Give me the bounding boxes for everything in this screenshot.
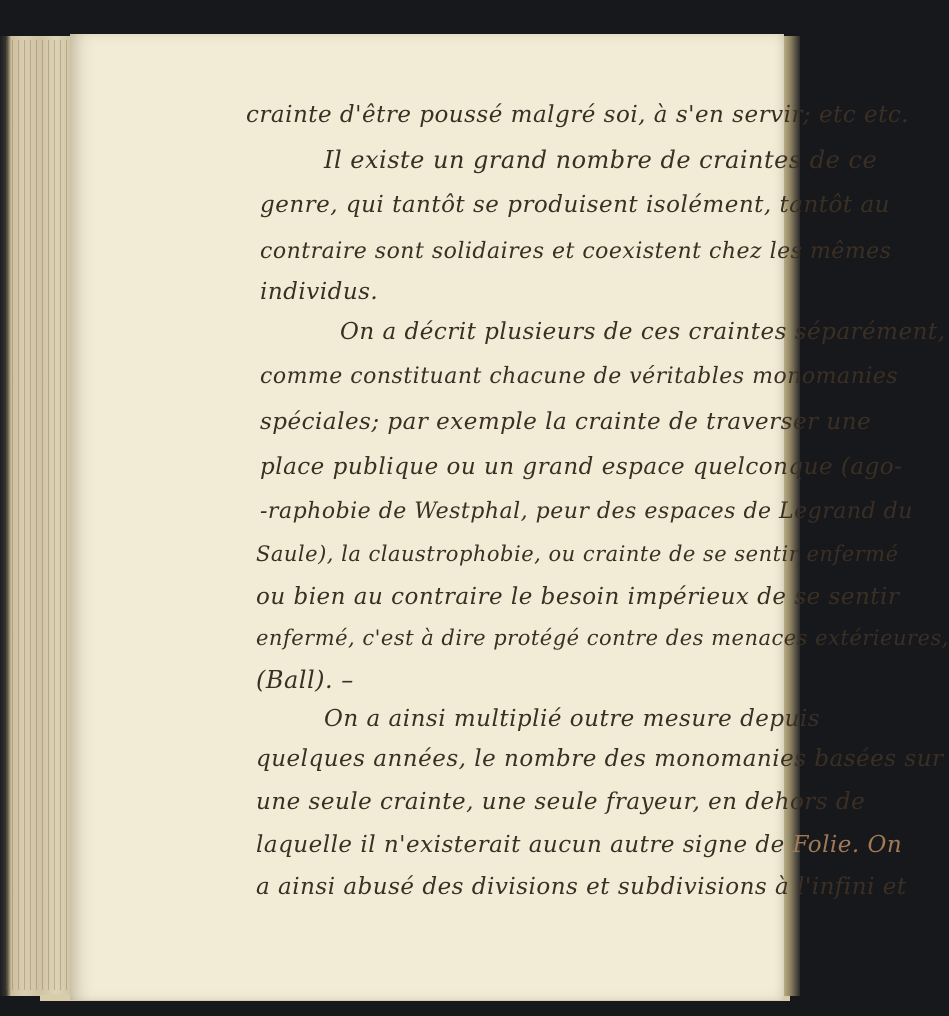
manuscript-text: [70, 34, 949, 1000]
text-line-main: laquelle il n'existerait aucun autre signe de: [256, 832, 785, 858]
text-line: une seule crainte, une seule frayeur, en dehors de: [256, 789, 866, 815]
text-line: (Ball). –: [256, 666, 354, 694]
page-edges: [6, 40, 78, 990]
text-line: quelques années, le nombre des monomanies basées sur: [256, 746, 944, 772]
text-line: Saule), la claustrophobie, ou crainte de se sentir enfermé: [256, 542, 899, 566]
text-line: -raphobie de Westphal, peur des espaces de Legrand du: [260, 499, 913, 524]
text-line: On a décrit plusieurs de ces craintes séparément,: [340, 319, 946, 345]
manuscript-page: [70, 34, 949, 1000]
text-line: place publique ou un grand espace quelconque (ago-: [260, 454, 903, 480]
text-line: [256, 832, 902, 858]
text-line: a ainsi abusé des divisions et subdivisions à l'infini et: [256, 874, 907, 900]
text-line: contraire sont solidaires et coexistent chez les mêmes: [260, 239, 892, 264]
text-line: genre, qui tantôt se produisent isolément, tantôt au: [260, 192, 890, 218]
text-line: crainte d'être poussé malgré soi, à s'en servir; etc etc.: [246, 102, 910, 128]
text-line: enfermé, c'est à dire protégé contre des menaces extérieures,: [256, 626, 949, 650]
text-line: Il existe un grand nombre de craintes de ce: [324, 146, 878, 174]
text-line: comme constituant chacune de véritables monomanies: [260, 364, 899, 389]
text-line: spéciales; par exemple la crainte de traverser une: [260, 409, 872, 435]
folie-word: Folie. On: [792, 832, 903, 858]
text-line: ou bien au contraire le besoin impérieux de se sentir: [256, 584, 900, 610]
text-line: On a ainsi multiplié outre mesure depuis: [324, 706, 821, 732]
text-line: individus.: [260, 279, 379, 305]
